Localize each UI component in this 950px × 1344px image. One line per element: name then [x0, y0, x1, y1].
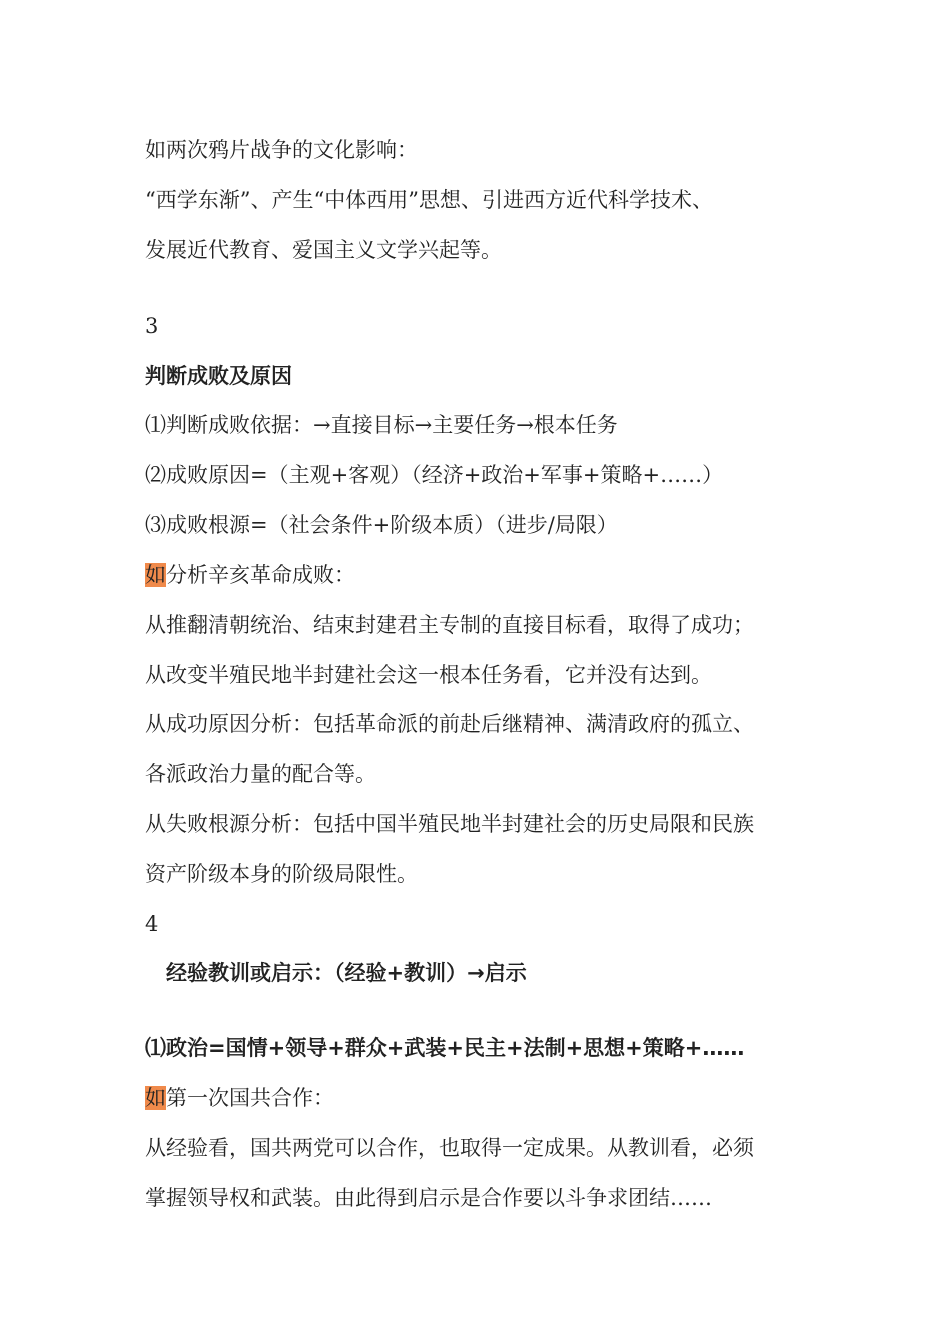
paragraph-line: 掌握领导权和武装。由此得到启示是合作要以斗争求团结…… — [145, 1186, 712, 1210]
section-number: 3 — [145, 314, 159, 338]
example-prefix: 如 — [145, 138, 166, 162]
paragraph-line: 从改变半殖民地半封建社会这一根本任务看，它并没有达到。 — [145, 663, 712, 687]
list-item: ⑵成败原因=（主观+客观）（经济+政治+军事+策略+……） — [145, 463, 724, 487]
section-heading: 判断成败及原因 — [145, 364, 292, 388]
example-title: 两次鸦片战争的文化影响： — [166, 138, 418, 162]
example-line-opium-war — [145, 136, 418, 164]
section-number: 4 — [145, 912, 159, 936]
example-title: 分析辛亥革命成败： — [166, 563, 355, 587]
paragraph-line: “西学东渐”、产生“中体西用”思想、引进西方近代科学技术、 — [145, 188, 713, 212]
paragraph-line: 从失败根源分析：包括中国半殖民地半封建社会的历史局限和民族 — [145, 812, 754, 836]
highlighted-example-prefix: 如 — [145, 563, 166, 587]
paragraph-line: 从推翻清朝统治、结束封建君主专制的直接目标看，取得了成功； — [145, 613, 754, 637]
highlighted-example-prefix: 如 — [145, 1086, 166, 1110]
example-line-kmt-ccp — [145, 1084, 334, 1112]
section-heading: 经验教训或启示：（经验+教训）→启示 — [166, 961, 527, 985]
paragraph-line: 从成功原因分析：包括革命派的前赴后继精神、满清政府的孤立、 — [145, 712, 754, 736]
paragraph-line: 发展近代教育、爱国主义文学兴起等。 — [145, 238, 502, 262]
example-title: 第一次国共合作： — [166, 1086, 334, 1110]
paragraph-line: 从经验看，国共两党可以合作，也取得一定成果。从教训看，必须 — [145, 1136, 754, 1160]
list-item: ⑴判断成败依据：→直接目标→主要任务→根本任务 — [145, 413, 618, 437]
list-item-bold: ⑴政治=国情+领导+群众+武装+民主+法制+思想+策略+…… — [145, 1036, 745, 1060]
paragraph-line: 各派政治力量的配合等。 — [145, 762, 376, 786]
paragraph-line: 资产阶级本身的阶级局限性。 — [145, 862, 418, 886]
list-item: ⑶成败根源=（社会条件+阶级本质）（进步/局限） — [145, 513, 618, 537]
example-line-xinhai — [145, 561, 355, 589]
